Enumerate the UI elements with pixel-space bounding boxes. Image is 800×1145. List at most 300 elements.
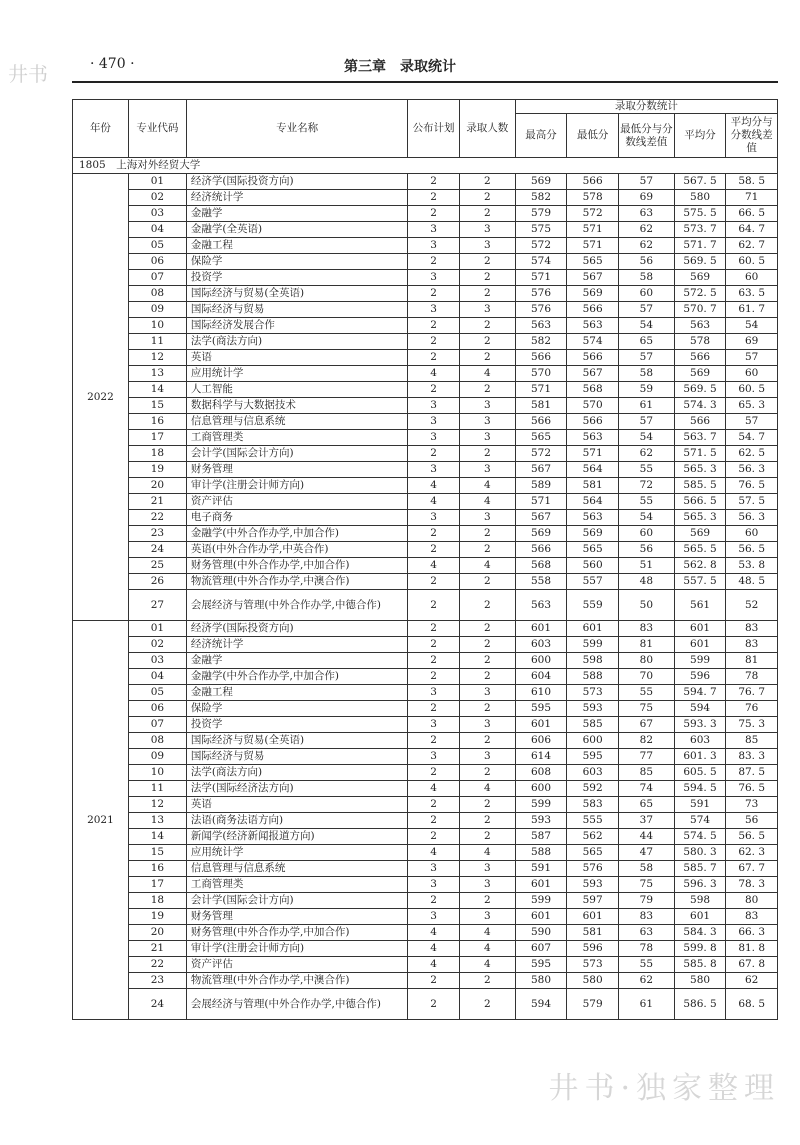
code-cell: 15 bbox=[128, 398, 186, 414]
min-diff-cell: 83 bbox=[618, 909, 674, 925]
avg-cell: 596. 3 bbox=[674, 877, 726, 893]
major-cell: 人工智能 bbox=[186, 382, 407, 398]
min-diff-cell: 56 bbox=[618, 254, 674, 270]
avg-cell: 601 bbox=[674, 637, 726, 653]
max-cell: 591 bbox=[515, 861, 567, 877]
max-cell: 601 bbox=[515, 909, 567, 925]
admitted-cell: 3 bbox=[459, 909, 515, 925]
avg-cell: 598 bbox=[674, 893, 726, 909]
plan-cell: 4 bbox=[408, 957, 460, 973]
year-cell: 2021 bbox=[73, 621, 129, 1020]
min-diff-cell: 62 bbox=[618, 973, 674, 989]
plan-cell: 2 bbox=[408, 190, 460, 206]
avg-cell: 603 bbox=[674, 733, 726, 749]
min-cell: 598 bbox=[567, 653, 619, 669]
major-cell: 经济统计学 bbox=[186, 637, 407, 653]
avg-cell: 565. 3 bbox=[674, 462, 726, 478]
plan-cell: 2 bbox=[408, 174, 460, 190]
admitted-cell: 3 bbox=[459, 302, 515, 318]
plan-cell: 4 bbox=[408, 478, 460, 494]
avg-diff-cell: 68. 5 bbox=[726, 989, 778, 1020]
table-row bbox=[73, 382, 778, 398]
avg-diff-cell: 81 bbox=[726, 653, 778, 669]
code-cell: 17 bbox=[128, 877, 186, 893]
avg-diff-cell: 62. 3 bbox=[726, 845, 778, 861]
major-cell: 会计学(国际会计方向) bbox=[186, 446, 407, 462]
avg-cell: 601 bbox=[674, 621, 726, 637]
header-min-diff: 最低分与分数线差值 bbox=[618, 114, 674, 158]
table-row bbox=[73, 318, 778, 334]
major-cell: 信息管理与信息系统 bbox=[186, 414, 407, 430]
admitted-cell: 2 bbox=[459, 590, 515, 621]
min-diff-cell: 59 bbox=[618, 382, 674, 398]
min-diff-cell: 63 bbox=[618, 206, 674, 222]
max-cell: 567 bbox=[515, 510, 567, 526]
code-cell: 05 bbox=[128, 685, 186, 701]
max-cell: 594 bbox=[515, 989, 567, 1020]
code-cell: 05 bbox=[128, 238, 186, 254]
table-row bbox=[73, 829, 778, 845]
min-diff-cell: 62 bbox=[618, 238, 674, 254]
avg-cell: 574. 3 bbox=[674, 398, 726, 414]
avg-cell: 573. 7 bbox=[674, 222, 726, 238]
plan-cell: 2 bbox=[408, 574, 460, 590]
admitted-cell: 2 bbox=[459, 334, 515, 350]
max-cell: 576 bbox=[515, 302, 567, 318]
chapter-title: 第三章 录取统计 bbox=[344, 59, 456, 75]
major-cell: 物流管理(中外合作办学,中澳合作) bbox=[186, 973, 407, 989]
avg-diff-cell: 78 bbox=[726, 669, 778, 685]
major-cell: 新闻学(经济新闻报道方向) bbox=[186, 829, 407, 845]
code-cell: 13 bbox=[128, 366, 186, 382]
avg-diff-cell: 76 bbox=[726, 701, 778, 717]
major-cell: 财务管理 bbox=[186, 909, 407, 925]
min-diff-cell: 54 bbox=[618, 430, 674, 446]
table-row bbox=[73, 989, 778, 1020]
table-row bbox=[73, 574, 778, 590]
min-diff-cell: 58 bbox=[618, 861, 674, 877]
table-row bbox=[73, 893, 778, 909]
plan-cell: 3 bbox=[408, 430, 460, 446]
avg-cell: 585. 7 bbox=[674, 861, 726, 877]
avg-diff-cell: 56. 5 bbox=[726, 829, 778, 845]
plan-cell: 2 bbox=[408, 701, 460, 717]
avg-cell: 580 bbox=[674, 973, 726, 989]
avg-cell: 584. 3 bbox=[674, 925, 726, 941]
code-cell: 15 bbox=[128, 845, 186, 861]
avg-diff-cell: 60 bbox=[726, 526, 778, 542]
code-cell: 03 bbox=[128, 206, 186, 222]
header-min: 最低分 bbox=[567, 114, 619, 158]
table-row bbox=[73, 190, 778, 206]
min-diff-cell: 61 bbox=[618, 989, 674, 1020]
code-cell: 04 bbox=[128, 669, 186, 685]
max-cell: 569 bbox=[515, 526, 567, 542]
max-cell: 590 bbox=[515, 925, 567, 941]
max-cell: 575 bbox=[515, 222, 567, 238]
min-diff-cell: 60 bbox=[618, 526, 674, 542]
max-cell: 601 bbox=[515, 877, 567, 893]
major-cell: 经济统计学 bbox=[186, 190, 407, 206]
avg-cell: 578 bbox=[674, 334, 726, 350]
plan-cell: 4 bbox=[408, 494, 460, 510]
min-diff-cell: 57 bbox=[618, 302, 674, 318]
avg-diff-cell: 87. 5 bbox=[726, 765, 778, 781]
plan-cell: 2 bbox=[408, 621, 460, 637]
avg-diff-cell: 75. 3 bbox=[726, 717, 778, 733]
code-cell: 07 bbox=[128, 717, 186, 733]
min-cell: 555 bbox=[567, 813, 619, 829]
code-cell: 19 bbox=[128, 462, 186, 478]
plan-cell: 2 bbox=[408, 637, 460, 653]
major-cell: 法学(商法方向) bbox=[186, 334, 407, 350]
min-cell: 566 bbox=[567, 174, 619, 190]
major-cell: 会计学(国际会计方向) bbox=[186, 893, 407, 909]
avg-cell: 572. 5 bbox=[674, 286, 726, 302]
page-number: · 470 · bbox=[90, 56, 135, 72]
plan-cell: 2 bbox=[408, 318, 460, 334]
major-cell: 信息管理与信息系统 bbox=[186, 861, 407, 877]
table-row bbox=[73, 478, 778, 494]
min-diff-cell: 70 bbox=[618, 669, 674, 685]
admitted-cell: 2 bbox=[459, 190, 515, 206]
table-row bbox=[73, 222, 778, 238]
avg-cell: 566. 5 bbox=[674, 494, 726, 510]
avg-cell: 561 bbox=[674, 590, 726, 621]
max-cell: 566 bbox=[515, 350, 567, 366]
plan-cell: 3 bbox=[408, 909, 460, 925]
major-cell: 投资学 bbox=[186, 717, 407, 733]
admitted-cell: 3 bbox=[459, 414, 515, 430]
avg-diff-cell: 83 bbox=[726, 621, 778, 637]
min-diff-cell: 62 bbox=[618, 222, 674, 238]
code-cell: 09 bbox=[128, 302, 186, 318]
code-cell: 16 bbox=[128, 861, 186, 877]
min-diff-cell: 65 bbox=[618, 334, 674, 350]
admitted-cell: 3 bbox=[459, 222, 515, 238]
code-cell: 17 bbox=[128, 430, 186, 446]
plan-cell: 2 bbox=[408, 797, 460, 813]
admitted-cell: 2 bbox=[459, 446, 515, 462]
avg-cell: 599. 8 bbox=[674, 941, 726, 957]
table-row bbox=[73, 238, 778, 254]
min-cell: 601 bbox=[567, 909, 619, 925]
max-cell: 601 bbox=[515, 621, 567, 637]
admitted-cell: 2 bbox=[459, 829, 515, 845]
header-plan: 公布计划 bbox=[408, 100, 460, 158]
avg-cell: 569 bbox=[674, 526, 726, 542]
admitted-cell: 2 bbox=[459, 893, 515, 909]
min-cell: 563 bbox=[567, 318, 619, 334]
plan-cell: 2 bbox=[408, 733, 460, 749]
avg-diff-cell: 60. 5 bbox=[726, 254, 778, 270]
min-cell: 571 bbox=[567, 222, 619, 238]
admitted-cell: 2 bbox=[459, 669, 515, 685]
code-cell: 01 bbox=[128, 621, 186, 637]
code-cell: 20 bbox=[128, 478, 186, 494]
admitted-cell: 4 bbox=[459, 781, 515, 797]
major-cell: 应用统计学 bbox=[186, 845, 407, 861]
avg-diff-cell: 56. 3 bbox=[726, 462, 778, 478]
min-diff-cell: 58 bbox=[618, 366, 674, 382]
min-diff-cell: 77 bbox=[618, 749, 674, 765]
max-cell: 601 bbox=[515, 717, 567, 733]
max-cell: 593 bbox=[515, 813, 567, 829]
min-cell: 559 bbox=[567, 590, 619, 621]
avg-diff-cell: 61. 7 bbox=[726, 302, 778, 318]
max-cell: 582 bbox=[515, 334, 567, 350]
avg-cell: 593. 3 bbox=[674, 717, 726, 733]
avg-diff-cell: 67. 8 bbox=[726, 957, 778, 973]
avg-diff-cell: 57. 5 bbox=[726, 494, 778, 510]
min-cell: 596 bbox=[567, 941, 619, 957]
min-cell: 574 bbox=[567, 334, 619, 350]
admitted-cell: 2 bbox=[459, 653, 515, 669]
code-cell: 01 bbox=[128, 174, 186, 190]
plan-cell: 2 bbox=[408, 669, 460, 685]
plan-cell: 2 bbox=[408, 206, 460, 222]
major-cell: 法语(商务法语方向) bbox=[186, 813, 407, 829]
code-cell: 10 bbox=[128, 318, 186, 334]
plan-cell: 2 bbox=[408, 526, 460, 542]
min-cell: 576 bbox=[567, 861, 619, 877]
table-row bbox=[73, 733, 778, 749]
major-cell: 数据科学与大数据技术 bbox=[186, 398, 407, 414]
max-cell: 569 bbox=[515, 174, 567, 190]
admitted-cell: 3 bbox=[459, 238, 515, 254]
avg-diff-cell: 63. 5 bbox=[726, 286, 778, 302]
max-cell: 607 bbox=[515, 941, 567, 957]
min-diff-cell: 74 bbox=[618, 781, 674, 797]
avg-cell: 571. 5 bbox=[674, 446, 726, 462]
max-cell: 589 bbox=[515, 478, 567, 494]
admitted-cell: 2 bbox=[459, 973, 515, 989]
avg-cell: 599 bbox=[674, 653, 726, 669]
max-cell: 588 bbox=[515, 845, 567, 861]
avg-cell: 566 bbox=[674, 414, 726, 430]
plan-cell: 2 bbox=[408, 765, 460, 781]
plan-cell: 4 bbox=[408, 845, 460, 861]
major-cell: 英语(中外合作办学,中英合作) bbox=[186, 542, 407, 558]
avg-diff-cell: 62. 5 bbox=[726, 446, 778, 462]
plan-cell: 3 bbox=[408, 717, 460, 733]
avg-diff-cell: 78. 3 bbox=[726, 877, 778, 893]
avg-cell: 596 bbox=[674, 669, 726, 685]
min-diff-cell: 75 bbox=[618, 877, 674, 893]
table-row bbox=[73, 701, 778, 717]
min-cell: 571 bbox=[567, 446, 619, 462]
code-cell: 14 bbox=[128, 382, 186, 398]
max-cell: 604 bbox=[515, 669, 567, 685]
max-cell: 566 bbox=[515, 542, 567, 558]
admitted-cell: 3 bbox=[459, 717, 515, 733]
min-diff-cell: 67 bbox=[618, 717, 674, 733]
table-row bbox=[73, 302, 778, 318]
code-cell: 11 bbox=[128, 781, 186, 797]
admitted-cell: 2 bbox=[459, 637, 515, 653]
min-diff-cell: 57 bbox=[618, 414, 674, 430]
admitted-cell: 3 bbox=[459, 877, 515, 893]
min-cell: 588 bbox=[567, 669, 619, 685]
min-cell: 557 bbox=[567, 574, 619, 590]
max-cell: 558 bbox=[515, 574, 567, 590]
major-cell: 英语 bbox=[186, 350, 407, 366]
min-cell: 567 bbox=[567, 366, 619, 382]
code-cell: 13 bbox=[128, 813, 186, 829]
avg-diff-cell: 81. 8 bbox=[726, 941, 778, 957]
plan-cell: 3 bbox=[408, 510, 460, 526]
admitted-cell: 2 bbox=[459, 542, 515, 558]
avg-diff-cell: 69 bbox=[726, 334, 778, 350]
max-cell: 600 bbox=[515, 781, 567, 797]
avg-cell: 569. 5 bbox=[674, 382, 726, 398]
table-row bbox=[73, 877, 778, 893]
logo-watermark: 井书 bbox=[8, 62, 48, 86]
min-cell: 603 bbox=[567, 765, 619, 781]
min-diff-cell: 85 bbox=[618, 765, 674, 781]
table-row bbox=[73, 350, 778, 366]
plan-cell: 2 bbox=[408, 590, 460, 621]
avg-cell: 580 bbox=[674, 190, 726, 206]
avg-cell: 557. 5 bbox=[674, 574, 726, 590]
major-cell: 工商管理类 bbox=[186, 877, 407, 893]
code-cell: 18 bbox=[128, 893, 186, 909]
admitted-cell: 2 bbox=[459, 270, 515, 286]
code-cell: 02 bbox=[128, 190, 186, 206]
header-rule bbox=[72, 81, 778, 83]
avg-cell: 563. 7 bbox=[674, 430, 726, 446]
table-row bbox=[73, 861, 778, 877]
major-cell: 经济学(国际投资方向) bbox=[186, 174, 407, 190]
major-cell: 资产评估 bbox=[186, 957, 407, 973]
major-cell: 英语 bbox=[186, 797, 407, 813]
min-cell: 580 bbox=[567, 973, 619, 989]
header-year: 年份 bbox=[73, 100, 129, 158]
table-row bbox=[73, 270, 778, 286]
code-cell: 23 bbox=[128, 526, 186, 542]
plan-cell: 4 bbox=[408, 558, 460, 574]
min-diff-cell: 57 bbox=[618, 350, 674, 366]
avg-diff-cell: 54. 7 bbox=[726, 430, 778, 446]
plan-cell: 2 bbox=[408, 254, 460, 270]
major-cell: 物流管理(中外合作办学,中澳合作) bbox=[186, 574, 407, 590]
min-diff-cell: 54 bbox=[618, 318, 674, 334]
admitted-cell: 2 bbox=[459, 574, 515, 590]
major-cell: 保险学 bbox=[186, 254, 407, 270]
admitted-cell: 2 bbox=[459, 286, 515, 302]
avg-cell: 574 bbox=[674, 813, 726, 829]
table-row bbox=[73, 286, 778, 302]
avg-diff-cell: 58. 5 bbox=[726, 174, 778, 190]
plan-cell: 3 bbox=[408, 222, 460, 238]
min-cell: 578 bbox=[567, 190, 619, 206]
table-row bbox=[73, 590, 778, 621]
admitted-cell: 2 bbox=[459, 206, 515, 222]
major-cell: 国际经济与贸易(全英语) bbox=[186, 286, 407, 302]
plan-cell: 2 bbox=[408, 286, 460, 302]
min-diff-cell: 54 bbox=[618, 510, 674, 526]
major-cell: 财务管理(中外合作办学,中加合作) bbox=[186, 925, 407, 941]
code-cell: 22 bbox=[128, 510, 186, 526]
code-cell: 19 bbox=[128, 909, 186, 925]
admitted-cell: 4 bbox=[459, 925, 515, 941]
min-cell: 592 bbox=[567, 781, 619, 797]
table-row bbox=[73, 462, 778, 478]
plan-cell: 3 bbox=[408, 238, 460, 254]
admitted-cell: 3 bbox=[459, 685, 515, 701]
min-diff-cell: 61 bbox=[618, 398, 674, 414]
admitted-cell: 2 bbox=[459, 765, 515, 781]
avg-diff-cell: 56. 3 bbox=[726, 510, 778, 526]
admitted-cell: 2 bbox=[459, 526, 515, 542]
avg-cell: 575. 5 bbox=[674, 206, 726, 222]
major-cell: 经济学(国际投资方向) bbox=[186, 621, 407, 637]
max-cell: 595 bbox=[515, 957, 567, 973]
max-cell: 599 bbox=[515, 797, 567, 813]
plan-cell: 3 bbox=[408, 398, 460, 414]
table-row bbox=[73, 254, 778, 270]
avg-cell: 586. 5 bbox=[674, 989, 726, 1020]
min-cell: 565 bbox=[567, 542, 619, 558]
min-cell: 566 bbox=[567, 414, 619, 430]
code-cell: 06 bbox=[128, 254, 186, 270]
avg-diff-cell: 60 bbox=[726, 366, 778, 382]
plan-cell: 2 bbox=[408, 542, 460, 558]
max-cell: 572 bbox=[515, 238, 567, 254]
admitted-cell: 2 bbox=[459, 701, 515, 717]
avg-diff-cell: 76. 5 bbox=[726, 478, 778, 494]
max-cell: 576 bbox=[515, 286, 567, 302]
code-cell: 25 bbox=[128, 558, 186, 574]
min-diff-cell: 82 bbox=[618, 733, 674, 749]
code-cell: 03 bbox=[128, 653, 186, 669]
code-cell: 24 bbox=[128, 989, 186, 1020]
code-cell: 21 bbox=[128, 494, 186, 510]
code-cell: 20 bbox=[128, 925, 186, 941]
plan-cell: 3 bbox=[408, 302, 460, 318]
table-row bbox=[73, 542, 778, 558]
avg-diff-cell: 83. 3 bbox=[726, 749, 778, 765]
major-cell: 应用统计学 bbox=[186, 366, 407, 382]
plan-cell: 2 bbox=[408, 989, 460, 1020]
plan-cell: 2 bbox=[408, 334, 460, 350]
min-cell: 595 bbox=[567, 749, 619, 765]
avg-diff-cell: 85 bbox=[726, 733, 778, 749]
max-cell: 571 bbox=[515, 494, 567, 510]
admitted-cell: 4 bbox=[459, 494, 515, 510]
avg-cell: 605. 5 bbox=[674, 765, 726, 781]
min-cell: 560 bbox=[567, 558, 619, 574]
min-diff-cell: 55 bbox=[618, 685, 674, 701]
header-major: 专业名称 bbox=[186, 100, 407, 158]
major-cell: 工商管理类 bbox=[186, 430, 407, 446]
code-cell: 08 bbox=[128, 286, 186, 302]
avg-diff-cell: 66. 3 bbox=[726, 925, 778, 941]
avg-diff-cell: 60. 5 bbox=[726, 382, 778, 398]
code-cell: 16 bbox=[128, 414, 186, 430]
major-cell: 金融学 bbox=[186, 206, 407, 222]
code-cell: 06 bbox=[128, 701, 186, 717]
table-row bbox=[73, 510, 778, 526]
avg-diff-cell: 73 bbox=[726, 797, 778, 813]
table-row bbox=[73, 781, 778, 797]
plan-cell: 3 bbox=[408, 414, 460, 430]
plan-cell: 3 bbox=[408, 462, 460, 478]
min-diff-cell: 65 bbox=[618, 797, 674, 813]
plan-cell: 2 bbox=[408, 350, 460, 366]
avg-cell: 565. 5 bbox=[674, 542, 726, 558]
avg-diff-cell: 66. 5 bbox=[726, 206, 778, 222]
